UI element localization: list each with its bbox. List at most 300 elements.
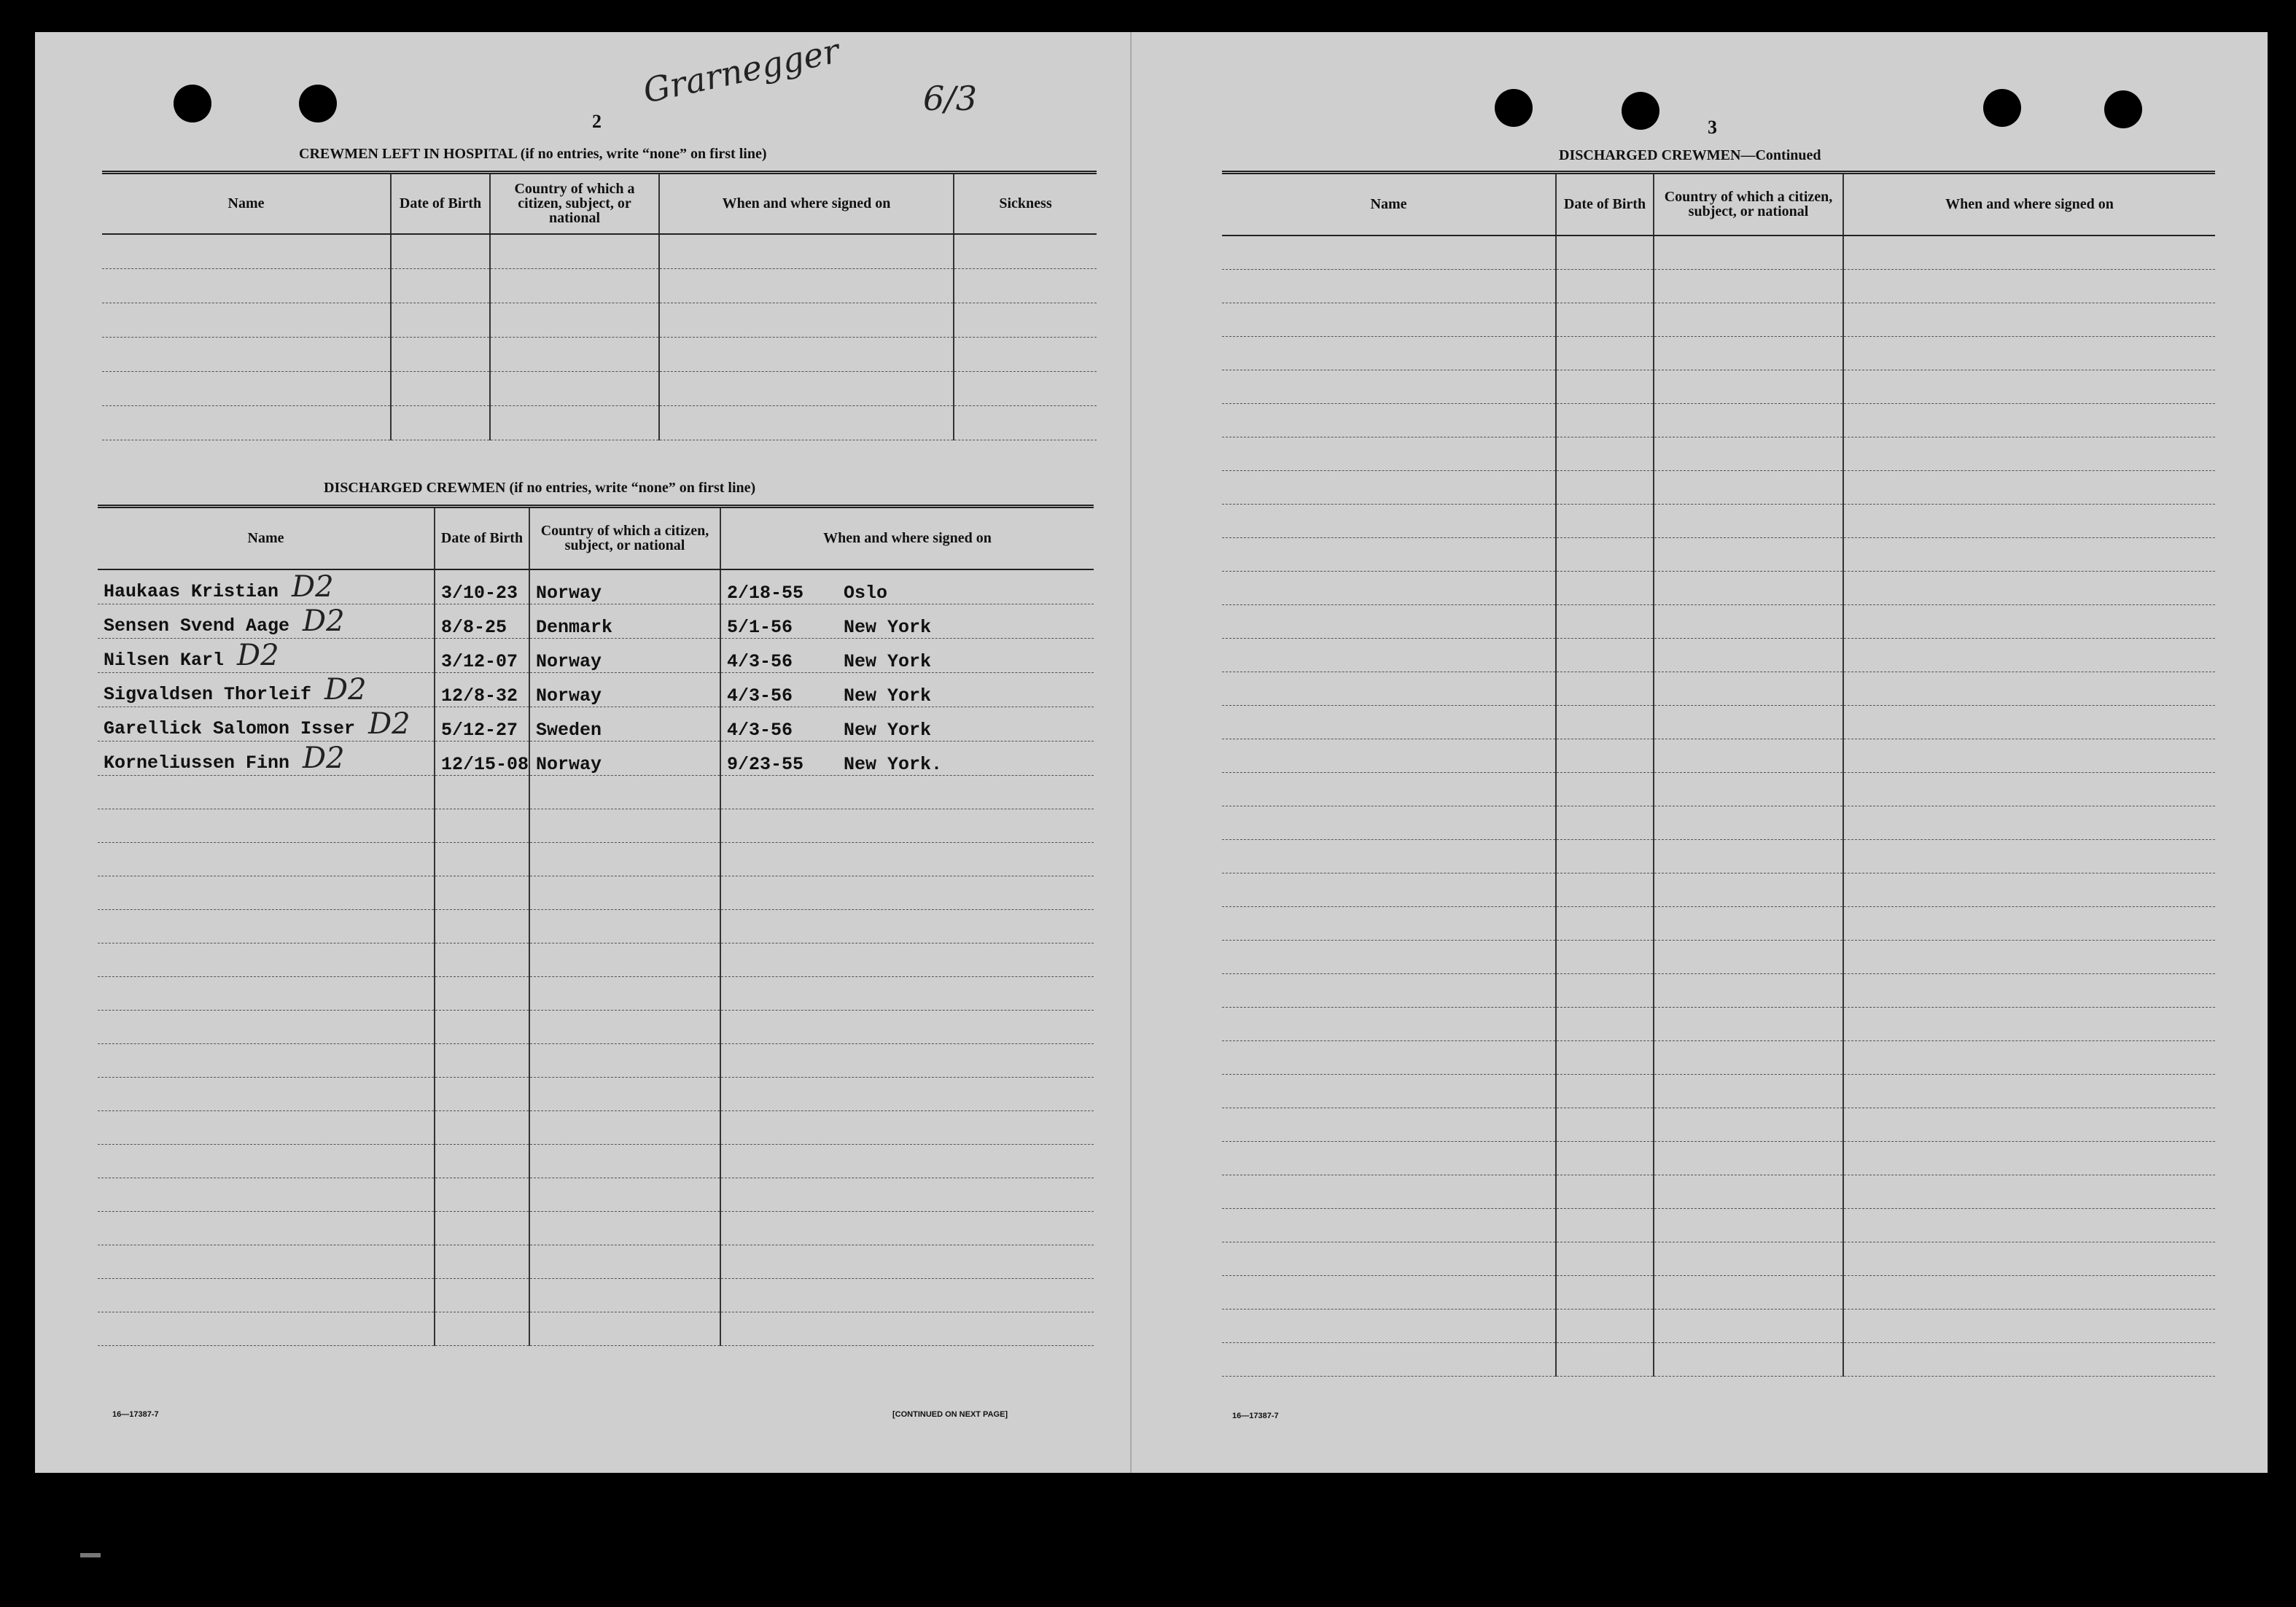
- table-cell: [1556, 705, 1654, 739]
- table-cell: [720, 909, 1094, 943]
- crew-dob: 12/15-08: [435, 741, 529, 775]
- table-cell: [1556, 1108, 1654, 1141]
- table-cell: [435, 976, 529, 1010]
- column-header-dob: Date of Birth: [391, 173, 490, 234]
- table-cell: [720, 1043, 1094, 1077]
- table-cell: [1843, 1242, 2215, 1275]
- table-cell: [1654, 303, 1843, 336]
- table-cell: [1843, 705, 2215, 739]
- table-cell: [1843, 470, 2215, 504]
- table-row: [98, 1010, 1094, 1043]
- table-cell: [98, 842, 435, 876]
- table-cell: [1222, 303, 1556, 336]
- table-cell: [435, 1178, 529, 1211]
- table-cell: [1222, 370, 1556, 403]
- table-cell: [1843, 604, 2215, 638]
- column-header-dob: Date of Birth: [1556, 173, 1654, 236]
- signed-on-place: New York: [844, 650, 932, 672]
- column-header-country: Country of which a citizen, subject, or national: [490, 173, 659, 234]
- table-cell: [1654, 1242, 1843, 1275]
- table-cell: [98, 1077, 435, 1110]
- table-cell: [98, 1043, 435, 1077]
- table-cell: [1222, 236, 1556, 270]
- punch-hole: [174, 85, 211, 122]
- discharged-continued-title: DISCHARGED CREWMEN—Continued: [1559, 147, 1821, 163]
- table-cell: [391, 234, 490, 269]
- table-cell: [1222, 739, 1556, 772]
- table-row: [1222, 940, 2215, 973]
- table-row: [98, 1077, 1094, 1110]
- table-cell: [1843, 1342, 2215, 1376]
- table-cell: [1222, 1141, 1556, 1175]
- crew-name-cell: [98, 638, 435, 672]
- table-cell: [98, 1178, 435, 1211]
- table-cell: [1556, 504, 1654, 537]
- table-row: [102, 405, 1097, 440]
- table-cell: [720, 1010, 1094, 1043]
- table-row: [98, 909, 1094, 943]
- table-cell: [1843, 1309, 2215, 1342]
- table-row: [1222, 537, 2215, 571]
- table-cell: [1654, 1141, 1843, 1175]
- table-row: [98, 976, 1094, 1010]
- table-row: [1222, 303, 2215, 336]
- table-cell: [1654, 236, 1843, 270]
- table-cell: [1843, 839, 2215, 873]
- table-cell: [102, 268, 391, 303]
- table-cell: [1654, 504, 1843, 537]
- table-row: [1222, 403, 2215, 437]
- signed-on-date: 5/1-56: [727, 616, 793, 638]
- discharge-mark: D2: [292, 569, 334, 604]
- crew-name-cell: [98, 741, 435, 775]
- table-cell: [435, 1077, 529, 1110]
- table-row: [98, 1312, 1094, 1345]
- table-cell: [1654, 470, 1843, 504]
- table-cell: [1222, 470, 1556, 504]
- table-cell: [529, 1043, 720, 1077]
- table-cell: [1556, 403, 1654, 437]
- table-cell: [98, 809, 435, 842]
- table-row: [102, 371, 1097, 405]
- table-cell: [1556, 303, 1654, 336]
- table-cell: [1222, 1275, 1556, 1309]
- table-cell: [1222, 336, 1556, 370]
- table-cell: [1654, 571, 1843, 604]
- table-cell: [1843, 638, 2215, 672]
- crew-row: [98, 741, 1094, 775]
- table-cell: [1222, 1074, 1556, 1108]
- table-cell: [98, 976, 435, 1010]
- table-cell: [1556, 1007, 1654, 1040]
- table-cell: [1222, 906, 1556, 940]
- table-cell: [1843, 739, 2215, 772]
- table-cell: [1556, 940, 1654, 973]
- table-cell: [435, 842, 529, 876]
- table-cell: [529, 976, 720, 1010]
- table-cell: [1654, 1275, 1843, 1309]
- table-row: [98, 1278, 1094, 1312]
- table-cell: [1843, 1141, 2215, 1175]
- punch-hole: [299, 85, 337, 122]
- crew-name-cell: [98, 672, 435, 707]
- table-row: [1222, 269, 2215, 303]
- table-cell: [1843, 336, 2215, 370]
- table-cell: [391, 268, 490, 303]
- column-header-dob: Date of Birth: [435, 507, 529, 569]
- table-cell: [1654, 672, 1843, 705]
- table-row: [1222, 1040, 2215, 1074]
- table-row: [98, 1110, 1094, 1144]
- punch-hole: [1622, 92, 1659, 130]
- table-row: [1222, 772, 2215, 806]
- table-cell: [98, 775, 435, 809]
- crew-dob: 12/8-32: [435, 672, 529, 707]
- table-row: [102, 337, 1097, 371]
- table-cell: [1556, 873, 1654, 906]
- crew-row: [98, 638, 1094, 672]
- table-cell: [1222, 604, 1556, 638]
- table-row: [1222, 236, 2215, 270]
- table-cell: [435, 1245, 529, 1278]
- table-cell: [98, 1211, 435, 1245]
- table-cell: [98, 876, 435, 909]
- table-row: [1222, 1074, 2215, 1108]
- table-cell: [1654, 1208, 1843, 1242]
- table-cell: [1556, 1275, 1654, 1309]
- table-cell: [529, 1211, 720, 1245]
- table-cell: [1654, 537, 1843, 571]
- table-cell: [435, 876, 529, 909]
- table-cell: [1222, 1040, 1556, 1074]
- table-cell: [490, 371, 659, 405]
- table-cell: [1556, 806, 1654, 839]
- table-cell: [529, 909, 720, 943]
- table-cell: [720, 976, 1094, 1010]
- table-cell: [102, 234, 391, 269]
- crew-signed-on-cell: [720, 604, 1094, 638]
- signed-on-date: 2/18-55: [727, 582, 804, 604]
- table-cell: [1843, 437, 2215, 470]
- crew-country: Sweden: [529, 707, 720, 741]
- table-cell: [1222, 873, 1556, 906]
- table-cell: [720, 775, 1094, 809]
- table-cell: [720, 1278, 1094, 1312]
- table-cell: [1654, 604, 1843, 638]
- table-cell: [529, 775, 720, 809]
- table-cell: [102, 337, 391, 371]
- table-cell: [435, 1043, 529, 1077]
- table-row: [98, 1245, 1094, 1278]
- table-cell: [1222, 1309, 1556, 1342]
- table-cell: [1222, 1208, 1556, 1242]
- table-cell: [1556, 1074, 1654, 1108]
- table-cell: [1222, 1175, 1556, 1208]
- table-cell: [720, 1245, 1094, 1278]
- table-cell: [659, 303, 954, 337]
- discharge-mark: D2: [303, 604, 345, 638]
- table-cell: [720, 1178, 1094, 1211]
- table-cell: [529, 1077, 720, 1110]
- table-row: [1222, 1309, 2215, 1342]
- table-cell: [1843, 1074, 2215, 1108]
- table-cell: [1222, 504, 1556, 537]
- column-header-country: Country of which a citizen, subject, or national: [529, 507, 720, 569]
- scan-mark: [80, 1553, 101, 1557]
- table-cell: [1654, 973, 1843, 1007]
- table-cell: [1556, 470, 1654, 504]
- table-row: [1222, 1108, 2215, 1141]
- table-cell: [490, 268, 659, 303]
- column-header-name: Name: [1222, 173, 1556, 236]
- table-cell: [1843, 1275, 2215, 1309]
- table-row: [1222, 1007, 2215, 1040]
- crew-name: Sigvaldsen Thorleif: [104, 683, 312, 705]
- hospital-section-title: CREWMEN LEFT IN HOSPITAL (if no entries, write “none” on first line): [299, 146, 767, 162]
- table-cell: [1654, 705, 1843, 739]
- table-cell: [1556, 1208, 1654, 1242]
- crew-name: Sensen Svend Aage: [104, 615, 290, 637]
- table-cell: [1843, 403, 2215, 437]
- table-cell: [1654, 1040, 1843, 1074]
- table-cell: [1556, 1309, 1654, 1342]
- table-row: [1222, 1275, 2215, 1309]
- table-cell: [1654, 269, 1843, 303]
- crew-dob: 3/12-07: [435, 638, 529, 672]
- table-cell: [1654, 1007, 1843, 1040]
- table-cell: [1843, 973, 2215, 1007]
- table-cell: [1222, 437, 1556, 470]
- continued-note: [CONTINUED ON NEXT PAGE]: [892, 1410, 1008, 1419]
- table-cell: [1556, 571, 1654, 604]
- table-cell: [1222, 571, 1556, 604]
- table-cell: [1654, 1309, 1843, 1342]
- table-cell: [529, 1144, 720, 1178]
- table-cell: [98, 1245, 435, 1278]
- crew-name: Garellick Salomon Isser: [104, 717, 356, 739]
- punch-hole: [1983, 89, 2021, 127]
- table-cell: [1556, 1342, 1654, 1376]
- table-cell: [1222, 1108, 1556, 1141]
- table-cell: [1843, 504, 2215, 537]
- table-cell: [1654, 1175, 1843, 1208]
- table-row: [1222, 1141, 2215, 1175]
- table-cell: [1222, 1242, 1556, 1275]
- table-cell: [98, 1144, 435, 1178]
- crew-country: Norway: [529, 672, 720, 707]
- table-row: [1222, 1242, 2215, 1275]
- table-cell: [1222, 638, 1556, 672]
- table-row: [1222, 604, 2215, 638]
- table-cell: [1654, 806, 1843, 839]
- table-cell: [1556, 672, 1654, 705]
- table-row: [102, 268, 1097, 303]
- column-header-signed-on: When and where signed on: [720, 507, 1094, 569]
- table-cell: [1222, 672, 1556, 705]
- table-cell: [1556, 638, 1654, 672]
- table-cell: [435, 1010, 529, 1043]
- hospital-table: [102, 171, 1097, 440]
- table-cell: [102, 303, 391, 337]
- table-cell: [529, 1010, 720, 1043]
- table-cell: [529, 809, 720, 842]
- table-cell: [1843, 269, 2215, 303]
- crew-name: Korneliussen Finn: [104, 752, 290, 774]
- column-header-name: Name: [98, 507, 435, 569]
- table-cell: [1654, 437, 1843, 470]
- table-row: [1222, 638, 2215, 672]
- table-cell: [1843, 303, 2215, 336]
- table-cell: [659, 405, 954, 440]
- table-cell: [720, 1144, 1094, 1178]
- table-cell: [1843, 1108, 2215, 1141]
- table-cell: [435, 775, 529, 809]
- discharge-mark: D2: [237, 638, 279, 672]
- signed-on-date: 4/3-56: [727, 719, 793, 741]
- table-row: [102, 303, 1097, 337]
- table-row: [1222, 839, 2215, 873]
- table-cell: [1556, 772, 1654, 806]
- table-row: [1222, 806, 2215, 839]
- table-cell: [98, 1312, 435, 1345]
- table-cell: [391, 371, 490, 405]
- signed-on-date: 9/23-55: [727, 753, 804, 775]
- table-cell: [659, 371, 954, 405]
- table-cell: [98, 1010, 435, 1043]
- table-cell: [1843, 571, 2215, 604]
- table-cell: [1843, 1040, 2215, 1074]
- punch-hole: [2104, 90, 2142, 128]
- crew-signed-on-cell: [720, 741, 1094, 775]
- table-cell: [1222, 839, 1556, 873]
- table-cell: [720, 1077, 1094, 1110]
- table-cell: [1556, 336, 1654, 370]
- table-cell: [1843, 537, 2215, 571]
- crew-name-cell: [98, 569, 435, 604]
- table-row: [98, 809, 1094, 842]
- table-row: [1222, 370, 2215, 403]
- signed-on-place: New York: [844, 685, 932, 707]
- table-cell: [1654, 1074, 1843, 1108]
- table-cell: [529, 943, 720, 976]
- crew-row: [98, 604, 1094, 638]
- table-row: [1222, 739, 2215, 772]
- table-cell: [391, 303, 490, 337]
- table-cell: [954, 371, 1097, 405]
- table-cell: [1654, 906, 1843, 940]
- table-cell: [529, 842, 720, 876]
- table-cell: [98, 943, 435, 976]
- signed-on-place: New York: [844, 719, 932, 741]
- table-cell: [954, 337, 1097, 371]
- crew-dob: 3/10-23: [435, 569, 529, 604]
- discharge-mark: D2: [324, 672, 367, 707]
- table-cell: [435, 1144, 529, 1178]
- crew-country: Norway: [529, 569, 720, 604]
- signed-on-date: 4/3-56: [727, 650, 793, 672]
- handwritten-vessel-name: Grarnegger: [639, 31, 843, 111]
- signed-on-date: 4/3-56: [727, 685, 793, 707]
- table-row: [1222, 437, 2215, 470]
- table-row: [98, 1144, 1094, 1178]
- crew-dob: 8/8-25: [435, 604, 529, 638]
- table-row: [1222, 336, 2215, 370]
- punch-hole: [1495, 89, 1533, 127]
- table-cell: [490, 405, 659, 440]
- crew-name-cell: [98, 707, 435, 741]
- table-cell: [1843, 1208, 2215, 1242]
- crew-signed-on-cell: [720, 707, 1094, 741]
- table-cell: [1222, 705, 1556, 739]
- discharged-section-title: DISCHARGED CREWMEN (if no entries, write “none” on first line): [324, 480, 756, 496]
- table-cell: [529, 1178, 720, 1211]
- table-cell: [1222, 1007, 1556, 1040]
- table-cell: [1843, 906, 2215, 940]
- crew-country: Norway: [529, 741, 720, 775]
- crew-name: Haukaas Kristian: [104, 580, 279, 602]
- table-cell: [102, 405, 391, 440]
- table-cell: [659, 337, 954, 371]
- table-cell: [1843, 236, 2215, 270]
- form-number-right: 16—17387-7: [1232, 1412, 1279, 1420]
- table-cell: [1556, 1242, 1654, 1275]
- table-cell: [1654, 1342, 1843, 1376]
- table-row: [1222, 504, 2215, 537]
- table-cell: [1556, 537, 1654, 571]
- table-cell: [1222, 537, 1556, 571]
- table-cell: [435, 1211, 529, 1245]
- table-row: [98, 1043, 1094, 1077]
- table-row: [1222, 1175, 2215, 1208]
- table-cell: [1654, 336, 1843, 370]
- table-row: [98, 943, 1094, 976]
- table-row: [98, 775, 1094, 809]
- crew-country: Denmark: [529, 604, 720, 638]
- table-cell: [1843, 873, 2215, 906]
- table-row: [98, 876, 1094, 909]
- table-cell: [1654, 638, 1843, 672]
- crew-row: [98, 707, 1094, 741]
- page-number-right: 3: [1708, 117, 1717, 138]
- table-cell: [1222, 269, 1556, 303]
- table-cell: [490, 303, 659, 337]
- table-row: [1222, 873, 2215, 906]
- column-header-signed-on: When and where signed on: [659, 173, 954, 234]
- crew-signed-on-cell: [720, 638, 1094, 672]
- table-row: [1222, 470, 2215, 504]
- crew-name: Nilsen Karl: [104, 649, 225, 671]
- table-cell: [720, 809, 1094, 842]
- table-cell: [1556, 906, 1654, 940]
- table-cell: [659, 234, 954, 269]
- table-cell: [1222, 940, 1556, 973]
- table-cell: [1556, 1040, 1654, 1074]
- page-fold: [1130, 32, 1132, 1473]
- signed-on-place: New York.: [844, 753, 943, 775]
- table-cell: [954, 303, 1097, 337]
- page-number-left: 2: [592, 111, 602, 132]
- table-cell: [529, 1245, 720, 1278]
- table-cell: [1654, 940, 1843, 973]
- table-cell: [1222, 973, 1556, 1007]
- table-cell: [1654, 1108, 1843, 1141]
- table-cell: [391, 337, 490, 371]
- table-cell: [1556, 1175, 1654, 1208]
- table-row: [1222, 1342, 2215, 1376]
- table-cell: [720, 943, 1094, 976]
- table-cell: [102, 371, 391, 405]
- table-cell: [98, 1278, 435, 1312]
